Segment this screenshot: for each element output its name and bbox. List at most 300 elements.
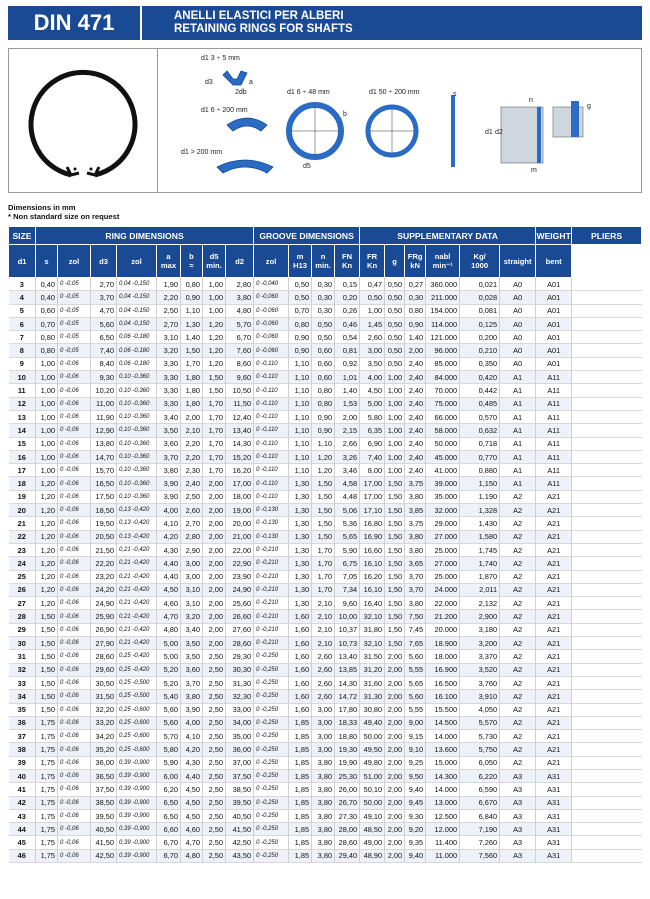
cell-n: 3,00 <box>312 703 335 716</box>
cell-tol-d3: 0,06 -0,180 <box>117 331 157 344</box>
cell-tol-d2: 0 -0,130 <box>254 517 289 530</box>
cell-pliers-straight: A2 <box>500 504 536 517</box>
cell-pliers-bent: A01 <box>536 291 572 304</box>
cell-fr: 17,10 <box>360 504 385 517</box>
cell-s: 1,20 <box>36 583 58 596</box>
cell-frg: 9,20 <box>405 823 426 836</box>
cell-pliers-bent: A11 <box>536 424 572 437</box>
cell-b: 2,00 <box>181 410 203 423</box>
cell-tol-d3: 0,10 -0,360 <box>117 384 157 397</box>
cell-pliers-bent: A21 <box>536 597 572 610</box>
cell-pliers-bent: A31 <box>536 783 572 796</box>
cell-a: 6,50 <box>157 809 181 822</box>
cell-b: 2,80 <box>181 530 203 543</box>
cell-n: 2,10 <box>312 610 335 623</box>
cell-weight: 0,632 <box>460 424 500 437</box>
cell-a: 5,20 <box>157 663 181 676</box>
cell-nabl: 16.500 <box>426 676 460 689</box>
cell-d3: 39,50 <box>91 809 117 822</box>
cell-pliers-bent: A21 <box>536 583 572 596</box>
cell-tol-d2: 0 -0,250 <box>254 650 289 663</box>
cell-d1: 30 <box>9 637 36 650</box>
cell-d3: 28,60 <box>91 650 117 663</box>
cell-d5: 2,50 <box>203 703 226 716</box>
notes <box>8 203 119 221</box>
cell-m: 1,85 <box>289 836 312 849</box>
cell-frg: 2,40 <box>405 384 426 397</box>
cell-nabl: 13.000 <box>426 796 460 809</box>
cell-b: 3,50 <box>181 650 203 663</box>
cell-n: 0,60 <box>312 371 335 384</box>
cell-d3: 8,40 <box>91 357 117 370</box>
cell-tol-d2: 0 -0,250 <box>254 663 289 676</box>
cell-tol-s: 0 -0,06 <box>58 716 91 729</box>
col-fn <box>335 245 360 278</box>
cell-fr: 1,45 <box>360 317 385 330</box>
cell-pliers-straight: A2 <box>500 743 536 756</box>
cell-weight: 0,210 <box>460 344 500 357</box>
cell-tol-d2: 0 -0,250 <box>254 676 289 689</box>
cell-m: 1,30 <box>289 557 312 570</box>
cell-tol-d3: 0,25 -0,420 <box>117 663 157 676</box>
cell-fr: 4,00 <box>360 371 385 384</box>
cell-fr: 2,60 <box>360 331 385 344</box>
cell-tol-s: 0 -0,05 <box>58 344 91 357</box>
cell-m: 1,60 <box>289 637 312 650</box>
cell-tol-d3: 0,10 -0,360 <box>117 464 157 477</box>
cell-pliers-straight: A2 <box>500 730 536 743</box>
cell-weight: 5,730 <box>460 730 500 743</box>
cell-g: 2,00 <box>385 849 405 862</box>
cell-d3: 11,90 <box>91 410 117 423</box>
cell-d3: 24,90 <box>91 597 117 610</box>
cell-tol-s: 0 -0,06 <box>58 570 91 583</box>
cell-pliers-straight: A0 <box>500 278 536 291</box>
cell-d1: 41 <box>9 783 36 796</box>
cell-pliers-bent: A21 <box>536 610 572 623</box>
cell-d1: 32 <box>9 663 36 676</box>
col-n <box>312 245 335 278</box>
cell-weight: 1,430 <box>460 517 500 530</box>
cell-g: 1,50 <box>385 477 405 490</box>
cell-a: 5,90 <box>157 756 181 769</box>
cell-weight: 2,900 <box>460 610 500 623</box>
cell-d5: 2,50 <box>203 716 226 729</box>
cell-pliers-bent: A21 <box>536 716 572 729</box>
cell-d2: 27,60 <box>226 623 254 636</box>
table-row <box>9 543 642 556</box>
cell-tol-d2: 0 -0,250 <box>254 849 289 862</box>
cell-d3: 34,20 <box>91 730 117 743</box>
cell-tol-d3: 0,25 -0,600 <box>117 743 157 756</box>
cell-pliers-straight: A2 <box>500 716 536 729</box>
cell-pliers-bent: A21 <box>536 517 572 530</box>
cell-d2: 2,80 <box>226 278 254 291</box>
cell-tol-d2: 0 -0,210 <box>254 637 289 650</box>
label-s: s <box>453 91 457 98</box>
cell-tol-s: 0 -0,06 <box>58 676 91 689</box>
cell-m: 1,60 <box>289 663 312 676</box>
cell-a: 6,70 <box>157 849 181 862</box>
cell-d5: 2,00 <box>203 570 226 583</box>
cell-tol-d3: 0,25 -0,500 <box>117 676 157 689</box>
cell-tol-d2: 0 -0,250 <box>254 836 289 849</box>
cell-d2: 22,00 <box>226 543 254 556</box>
cell-nabl: 11.400 <box>426 836 460 849</box>
cell-pliers-bent: A21 <box>536 690 572 703</box>
cell-b: 1,80 <box>181 384 203 397</box>
cell-tol-s: 0 -0,06 <box>58 796 91 809</box>
cell-d3: 36,50 <box>91 769 117 782</box>
cell-m: 1,85 <box>289 743 312 756</box>
cell-frg: 3,65 <box>405 557 426 570</box>
cell-n: 1,20 <box>312 450 335 463</box>
cell-g: 1,00 <box>385 450 405 463</box>
cell-tol-d3: 0,25 -0,600 <box>117 716 157 729</box>
cell-d3: 20,50 <box>91 530 117 543</box>
cell-b: 4,00 <box>181 716 203 729</box>
cell-weight: 0,485 <box>460 397 500 410</box>
cell-fr: 0,50 <box>360 291 385 304</box>
cell-fr: 31,80 <box>360 623 385 636</box>
cell-nabl: 121.000 <box>426 331 460 344</box>
label-ring-50-200: d1 50 ÷ 200 mm <box>369 89 420 96</box>
cell-n: 1,50 <box>312 517 335 530</box>
cell-fn: 0,81 <box>335 344 360 357</box>
cell-pliers-straight: A3 <box>500 796 536 809</box>
cell-m: 1,85 <box>289 756 312 769</box>
cell-d2: 5,70 <box>226 317 254 330</box>
table-row <box>9 384 642 397</box>
cell-b: 3,90 <box>181 703 203 716</box>
label-m: m <box>531 167 537 174</box>
cell-g: 1,50 <box>385 504 405 517</box>
cell-tol-s: 0 -0,06 <box>58 504 91 517</box>
cell-d2: 29,30 <box>226 650 254 663</box>
cell-g: 2,00 <box>385 756 405 769</box>
cell-fn: 27,30 <box>335 809 360 822</box>
cell-a: 3,10 <box>157 331 181 344</box>
cell-nabl: 32.000 <box>426 504 460 517</box>
cell-n: 0,90 <box>312 410 335 423</box>
cell-tol-d3: 0,21 -0,420 <box>117 637 157 650</box>
cell-fn: 26,70 <box>335 796 360 809</box>
cell-s: 1,75 <box>36 756 58 769</box>
cell-fr: 16,10 <box>360 557 385 570</box>
cell-weight: 3,760 <box>460 676 500 689</box>
cell-n: 1,70 <box>312 557 335 570</box>
cell-m: 1,10 <box>289 450 312 463</box>
cell-g: 1,50 <box>385 610 405 623</box>
cell-tol-s: 0 -0,06 <box>58 384 91 397</box>
cell-pliers-straight: A2 <box>500 597 536 610</box>
cell-g: 1,50 <box>385 637 405 650</box>
cell-fn: 28,00 <box>335 823 360 836</box>
col-d1: d1 <box>9 245 36 278</box>
col-tol-s: zol <box>58 245 91 278</box>
cell-tol-s: 0 -0,06 <box>58 437 91 450</box>
cell-s: 0,70 <box>36 317 58 330</box>
cell-weight: 1,328 <box>460 504 500 517</box>
cell-n: 3,80 <box>312 769 335 782</box>
cell-tol-s: 0 -0,06 <box>58 690 91 703</box>
cell-d5: 2,00 <box>203 597 226 610</box>
col-m-sub: H13 <box>293 261 308 270</box>
cell-d3: 22,20 <box>91 557 117 570</box>
cell-frg: 0,30 <box>405 291 426 304</box>
cell-weight: 0,028 <box>460 291 500 304</box>
standard-code: DIN 471 <box>8 6 140 40</box>
cell-n: 1,70 <box>312 570 335 583</box>
col-fr <box>360 245 385 278</box>
dimensions-table <box>8 226 642 863</box>
cell-m: 1,60 <box>289 610 312 623</box>
cell-d1: 29 <box>9 623 36 636</box>
table-row <box>9 836 642 849</box>
cell-a: 2,20 <box>157 291 181 304</box>
cell-s: 0,40 <box>36 291 58 304</box>
cell-m: 1,10 <box>289 371 312 384</box>
group-weight: WEIGHT <box>536 227 572 245</box>
cell-tol-d3: 0,13 -0,420 <box>117 530 157 543</box>
cell-d2: 8,60 <box>226 357 254 370</box>
cell-pliers-straight: A1 <box>500 464 536 477</box>
cell-d1: 36 <box>9 716 36 729</box>
col-m-label: m <box>296 252 304 261</box>
cell-pliers-straight: A1 <box>500 450 536 463</box>
cell-pliers-bent: A21 <box>536 557 572 570</box>
cell-d2: 36,00 <box>226 743 254 756</box>
cell-s: 0,80 <box>36 331 58 344</box>
cell-fn: 0,54 <box>335 331 360 344</box>
cell-s: 1,50 <box>36 663 58 676</box>
cell-d1: 40 <box>9 769 36 782</box>
cell-tol-s: 0 -0,06 <box>58 730 91 743</box>
cell-nabl: 50.000 <box>426 437 460 450</box>
cell-m: 1,10 <box>289 410 312 423</box>
table-row <box>9 650 642 663</box>
cell-s: 1,00 <box>36 450 58 463</box>
cell-frg: 0,80 <box>405 304 426 317</box>
cell-s: 1,75 <box>36 836 58 849</box>
cell-a: 5,60 <box>157 703 181 716</box>
cell-weight: 6,840 <box>460 809 500 822</box>
cell-d3: 42,50 <box>91 849 117 862</box>
cell-d5: 2,50 <box>203 836 226 849</box>
cell-fn: 18,80 <box>335 730 360 743</box>
table-row <box>9 849 642 862</box>
cell-s: 1,00 <box>36 357 58 370</box>
cell-d5: 2,00 <box>203 610 226 623</box>
cell-a: 3,70 <box>157 450 181 463</box>
cell-a: 4,20 <box>157 530 181 543</box>
cell-s: 1,20 <box>36 557 58 570</box>
table-row <box>9 490 642 503</box>
cell-n: 1,10 <box>312 437 335 450</box>
cell-m: 1,30 <box>289 530 312 543</box>
cell-fr: 17,00 <box>360 477 385 490</box>
label-d2: d2 <box>495 129 503 136</box>
cell-m: 1,85 <box>289 796 312 809</box>
cell-fr: 5,80 <box>360 410 385 423</box>
cell-fn: 14,30 <box>335 676 360 689</box>
cell-weight: 3,910 <box>460 690 500 703</box>
cell-d5: 2,50 <box>203 849 226 862</box>
cell-d5: 1,00 <box>203 278 226 291</box>
cell-nabl: 15.000 <box>426 756 460 769</box>
table-row <box>9 703 642 716</box>
dimension-diagrams <box>157 49 641 192</box>
cell-frg: 9,10 <box>405 743 426 756</box>
group-header-row <box>9 227 642 245</box>
cell-d5: 2,00 <box>203 490 226 503</box>
group-supplementary: SUPPLEMENTARY DATA <box>360 227 536 245</box>
cell-pliers-bent: A21 <box>536 703 572 716</box>
cell-d1: 18 <box>9 477 36 490</box>
cell-tol-d2: 0 -0,250 <box>254 730 289 743</box>
col-fr-sub: Kn <box>367 261 378 270</box>
cell-tol-d3: 0,39 -0,900 <box>117 769 157 782</box>
cell-n: 1,70 <box>312 583 335 596</box>
cell-a: 4,50 <box>157 583 181 596</box>
cell-frg: 3,75 <box>405 477 426 490</box>
cell-tol-d2: 0 -0,250 <box>254 756 289 769</box>
cell-d5: 2,50 <box>203 809 226 822</box>
cell-frg: 3,80 <box>405 530 426 543</box>
cell-n: 3,80 <box>312 756 335 769</box>
cell-g: 2,00 <box>385 730 405 743</box>
cell-d3: 17,50 <box>91 490 117 503</box>
cell-tol-d3: 0,21 -0,420 <box>117 597 157 610</box>
cell-d1: 10 <box>9 371 36 384</box>
cell-d2: 20,00 <box>226 517 254 530</box>
cell-weight: 3,520 <box>460 663 500 676</box>
cell-a: 6,00 <box>157 769 181 782</box>
cell-tol-d2: 0 -0,110 <box>254 477 289 490</box>
cell-weight: 0,021 <box>460 278 500 291</box>
cell-frg: 9,15 <box>405 730 426 743</box>
cell-frg: 3,70 <box>405 583 426 596</box>
cell-tol-d3: 0,39 -0,900 <box>117 836 157 849</box>
cell-d3: 5,60 <box>91 317 117 330</box>
cell-d2: 19,00 <box>226 504 254 517</box>
cell-nabl: 16.900 <box>426 663 460 676</box>
cell-d3: 2,70 <box>91 278 117 291</box>
cell-nabl: 25.000 <box>426 570 460 583</box>
cell-frg: 5,60 <box>405 650 426 663</box>
cell-nabl: 25.000 <box>426 543 460 556</box>
cell-d2: 18,00 <box>226 490 254 503</box>
cell-d3: 32,20 <box>91 703 117 716</box>
cell-frg: 2,40 <box>405 371 426 384</box>
cell-s: 0,80 <box>36 344 58 357</box>
cell-s: 1,75 <box>36 823 58 836</box>
cell-tol-d3: 0,06 -0,180 <box>117 357 157 370</box>
cell-d2: 9,60 <box>226 371 254 384</box>
cell-g: 1,00 <box>385 384 405 397</box>
cell-d1: 15 <box>9 437 36 450</box>
cell-nabl: 58.000 <box>426 424 460 437</box>
cell-fn: 0,92 <box>335 357 360 370</box>
col-nabl-sub: min⁻¹ <box>432 261 453 270</box>
cell-d3: 13,80 <box>91 437 117 450</box>
cell-nabl: 13.600 <box>426 743 460 756</box>
label-large-ring: d1 > 200 mm <box>181 149 223 156</box>
cell-tol-s: 0 -0,05 <box>58 331 91 344</box>
cell-d2: 6,70 <box>226 331 254 344</box>
col-fn-sub: Kn <box>342 261 353 270</box>
cell-weight: 5,570 <box>460 716 500 729</box>
cell-s: 1,75 <box>36 796 58 809</box>
cell-s: 1,75 <box>36 849 58 862</box>
table-row <box>9 450 642 463</box>
cell-d5: 2,00 <box>203 623 226 636</box>
cell-m: 1,10 <box>289 397 312 410</box>
cell-tol-d3: 0,39 -0,900 <box>117 849 157 862</box>
cell-tol-d2: 0 -0,060 <box>254 304 289 317</box>
col-d5-label: d5 <box>209 252 219 261</box>
cell-g: 1,00 <box>385 437 405 450</box>
label-d1: d1 <box>485 129 493 136</box>
cell-tol-s: 0 -0,05 <box>58 291 91 304</box>
cell-a: 5,00 <box>157 650 181 663</box>
cell-b: 2,50 <box>181 490 203 503</box>
cell-d1: 42 <box>9 796 36 809</box>
cell-fn: 3,46 <box>335 464 360 477</box>
cell-a: 3,60 <box>157 437 181 450</box>
cell-d5: 2,50 <box>203 663 226 676</box>
cell-g: 0,50 <box>385 357 405 370</box>
cell-s: 1,75 <box>36 783 58 796</box>
col-weight <box>460 245 500 278</box>
cell-nabl: 11.000 <box>426 849 460 862</box>
cell-g: 0,50 <box>385 331 405 344</box>
cell-m: 1,60 <box>289 650 312 663</box>
cell-tol-d2: 0 -0,110 <box>254 410 289 423</box>
cell-pliers-straight: A2 <box>500 570 536 583</box>
cell-fr: 4,50 <box>360 384 385 397</box>
label-n: n <box>529 97 533 104</box>
cell-fn: 13,85 <box>335 663 360 676</box>
cell-pliers-bent: A21 <box>536 623 572 636</box>
table-row <box>9 597 642 610</box>
cell-s: 1,50 <box>36 610 58 623</box>
cell-frg: 5,55 <box>405 663 426 676</box>
cell-weight: 7,560 <box>460 849 500 862</box>
cell-weight: 6,050 <box>460 756 500 769</box>
cell-pliers-bent: A11 <box>536 384 572 397</box>
cell-d2: 40,50 <box>226 809 254 822</box>
cell-tol-s: 0 -0,05 <box>58 304 91 317</box>
cell-d3: 30,50 <box>91 676 117 689</box>
cell-d5: 2,50 <box>203 823 226 836</box>
cell-pliers-straight: A1 <box>500 397 536 410</box>
cell-n: 3,80 <box>312 836 335 849</box>
cell-fr: 16,40 <box>360 597 385 610</box>
cell-fr: 50,00 <box>360 796 385 809</box>
cell-s: 1,20 <box>36 517 58 530</box>
cell-tol-d2: 0 -0,210 <box>254 570 289 583</box>
cell-n: 0,50 <box>312 317 335 330</box>
cell-tol-d2: 0 -0,210 <box>254 610 289 623</box>
cell-tol-d3: 0,06 -0,180 <box>117 344 157 357</box>
cell-d1: 11 <box>9 384 36 397</box>
cell-d2: 14,30 <box>226 437 254 450</box>
cell-weight: 0,880 <box>460 464 500 477</box>
cell-d1: 22 <box>9 530 36 543</box>
cell-nabl: 14.500 <box>426 716 460 729</box>
cell-d1: 6 <box>9 317 36 330</box>
